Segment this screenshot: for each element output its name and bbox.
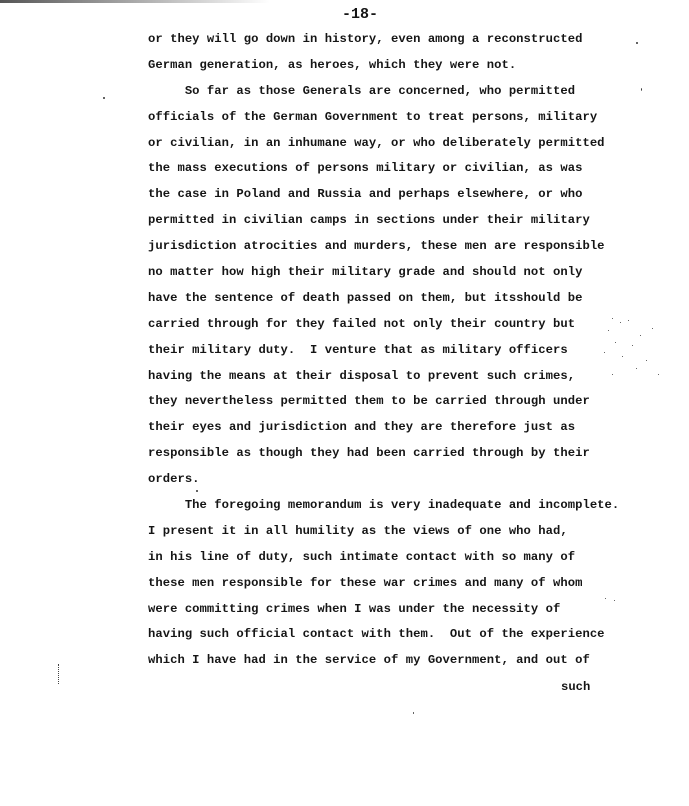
catchword: such bbox=[561, 680, 591, 694]
scan-speck bbox=[615, 342, 616, 343]
scan-speck bbox=[612, 318, 613, 319]
scan-speck bbox=[641, 88, 642, 91]
text-line: responsible as though they had been carried through by their bbox=[148, 446, 590, 461]
text-line: their military duty. I venture that as military officers bbox=[148, 342, 568, 357]
page-number: -18- bbox=[342, 6, 379, 23]
text-line: the case in Poland and Russia and perhaps elsewhere, or who bbox=[148, 187, 583, 202]
text-line: which I have had in the service of my Government, and out of bbox=[148, 653, 590, 668]
scan-speck bbox=[646, 360, 647, 361]
text-line: or they will go down in history, even among a reconstructed bbox=[148, 32, 583, 46]
scan-speck bbox=[413, 712, 414, 714]
scan-speck bbox=[622, 356, 623, 357]
text-line: these men responsible for these war crimes and many of whom bbox=[148, 575, 583, 590]
scan-speck bbox=[614, 600, 615, 601]
scan-speck bbox=[652, 328, 653, 329]
paragraph-first-line: The foregoing memorandum is very inadequate and incomplete. bbox=[148, 498, 620, 513]
text-line: officials of the German Government to treat persons, military bbox=[148, 109, 598, 124]
scan-speck bbox=[196, 490, 198, 492]
memorandum-body-text bbox=[148, 27, 648, 674]
page-top-edge-shadow bbox=[0, 0, 270, 3]
scan-speck bbox=[605, 598, 606, 599]
text-line: no matter how high their military grade and should not only bbox=[148, 265, 583, 280]
scan-speck bbox=[640, 335, 641, 336]
scan-speck bbox=[103, 97, 105, 99]
text-line: have the sentence of death passed on them, but itsshould be bbox=[148, 290, 583, 305]
text-line: having such official contact with them. Out of the experience bbox=[148, 627, 605, 642]
text-line: German generation, as heroes, which they were not. bbox=[148, 57, 517, 72]
scan-speck bbox=[628, 320, 629, 321]
text-line: were committing crimes when I was under the necessity of bbox=[148, 601, 561, 616]
scan-speck bbox=[620, 322, 621, 323]
scan-speck bbox=[658, 374, 659, 375]
paragraph-first-line: So far as those Generals are concerned, who permitted bbox=[148, 83, 576, 98]
text-line: jurisdiction atrocities and murders, these men are responsible bbox=[148, 239, 605, 254]
text-line: having the means at their disposal to prevent such crimes, bbox=[148, 368, 576, 383]
text-line: the mass executions of persons military or civilian, as was bbox=[148, 161, 583, 176]
text-line: orders. bbox=[148, 472, 200, 487]
scan-speck bbox=[636, 42, 638, 44]
text-line: their eyes and jurisdiction and they are therefore just as bbox=[148, 420, 576, 435]
text-line: carried through for they failed not only their country but bbox=[148, 316, 576, 331]
scan-speck bbox=[604, 352, 605, 353]
scan-speck bbox=[608, 330, 609, 331]
scan-speck bbox=[612, 374, 613, 375]
text-line: in his line of duty, such intimate contact with so many of bbox=[148, 549, 576, 564]
scan-speck bbox=[632, 345, 633, 346]
text-line: or civilian, in an inhumane way, or who deliberately permitted bbox=[148, 135, 605, 150]
text-line: they nevertheless permitted them to be carried through under bbox=[148, 394, 590, 409]
margin-mark bbox=[58, 664, 61, 684]
text-line: permitted in civilian camps in sections under their military bbox=[148, 213, 590, 228]
scan-speck bbox=[636, 368, 637, 369]
text-line: I present it in all humility as the views of one who had, bbox=[148, 523, 568, 538]
